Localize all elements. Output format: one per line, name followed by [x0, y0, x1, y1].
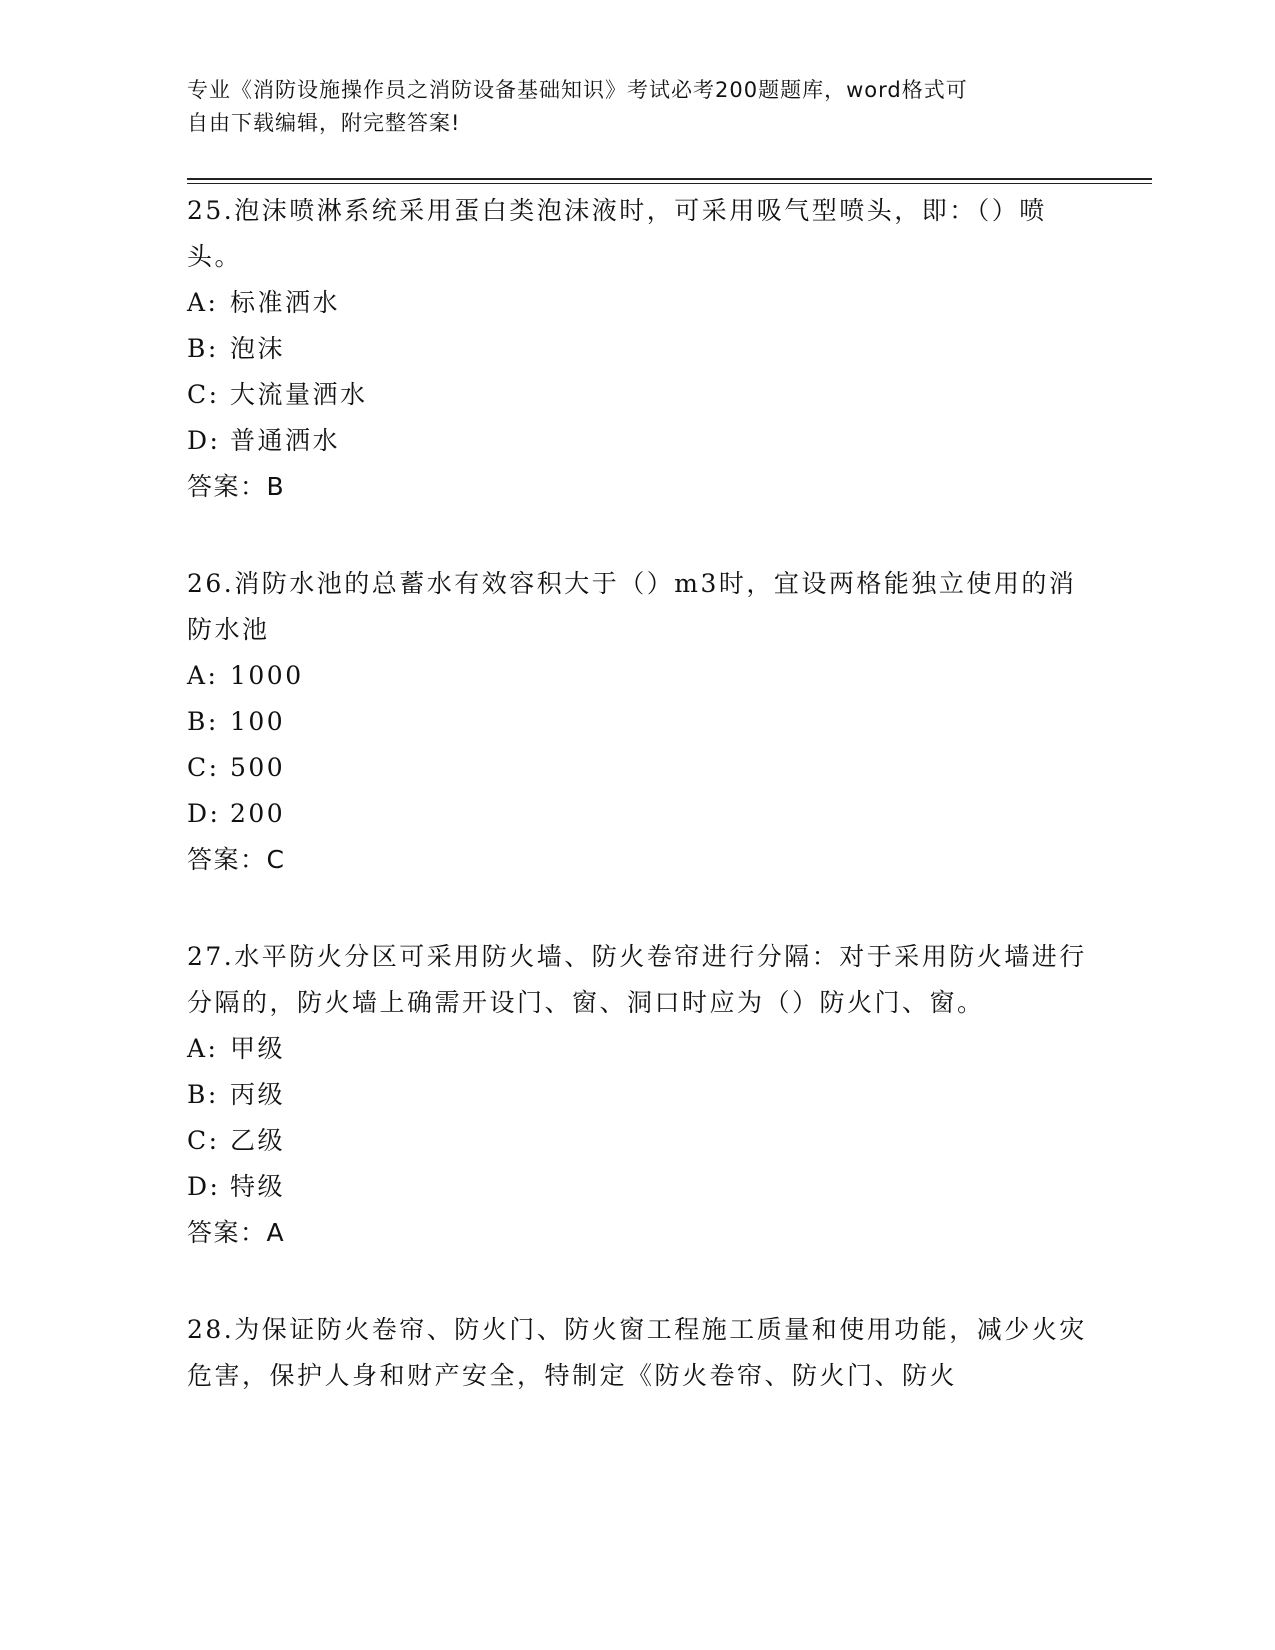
answer-line: 答案：C — [187, 845, 286, 874]
option-letter: D: — [187, 1172, 221, 1201]
option-text: 500 — [230, 753, 286, 782]
option-letter: C: — [187, 753, 220, 782]
question-stem: 27.水平防火分区可采用防火墙、防火卷帘进行分隔：对于采用防火墙进行分隔的，防火墙上确需开设门、窗、洞口时应为（）防火门、窗。 — [187, 942, 1087, 1017]
question-list — [187, 188, 1087, 1450]
question-28 — [187, 1307, 1087, 1399]
option-b — [187, 1072, 1087, 1118]
option-c — [187, 1118, 1087, 1164]
document-header — [187, 74, 1067, 140]
header-divider-thin — [187, 183, 1152, 184]
option-d — [187, 791, 1087, 837]
option-letter: A: — [187, 1034, 219, 1063]
answer-line: 答案：A — [187, 1218, 286, 1247]
option-letter: D: — [187, 426, 221, 455]
header-line-2: 自由下载编辑，附完整答案! — [187, 111, 461, 135]
header-line-1: 专业《消防设施操作员之消防设备基础知识》考试必考200题题库，word格式可 — [187, 78, 968, 102]
answer-line: 答案：B — [187, 472, 286, 501]
question-25 — [187, 188, 1087, 510]
question-stem: 25.泡沫喷淋系统采用蛋白类泡沫液时，可采用吸气型喷头，即：（）喷头。 — [187, 196, 1047, 271]
option-letter: B: — [187, 707, 219, 736]
option-a — [187, 280, 1087, 326]
option-letter: A: — [187, 288, 219, 317]
option-text: 200 — [230, 799, 286, 828]
option-d — [187, 1164, 1087, 1210]
option-text: 甲级 — [230, 1034, 286, 1063]
option-a — [187, 1026, 1087, 1072]
question-stem: 28.为保证防火卷帘、防火门、防火窗工程施工质量和使用功能，减少火灾危害，保护人身和财产安全，特制定《防火卷帘、防火门、防火 — [187, 1315, 1087, 1390]
question-27 — [187, 934, 1087, 1256]
option-letter: B: — [187, 1080, 219, 1109]
header-divider-thick — [187, 178, 1152, 180]
option-text: 乙级 — [230, 1126, 286, 1155]
option-letter: C: — [187, 1126, 220, 1155]
option-b — [187, 326, 1087, 372]
option-c — [187, 372, 1087, 418]
option-letter: D: — [187, 799, 221, 828]
option-letter: C: — [187, 380, 220, 409]
option-text: 泡沫 — [230, 334, 286, 363]
option-d — [187, 418, 1087, 464]
option-c — [187, 745, 1087, 791]
question-stem: 26.消防水池的总蓄水有效容积大于（）m3时，宜设两格能独立使用的消防水池 — [187, 569, 1077, 644]
option-text: 普通洒水 — [230, 426, 341, 455]
option-text: 100 — [230, 707, 286, 736]
option-letter: A: — [187, 661, 219, 690]
option-b — [187, 699, 1087, 745]
option-text: 标准洒水 — [230, 288, 341, 317]
option-text: 1000 — [230, 661, 304, 690]
option-letter: B: — [187, 334, 219, 363]
option-a — [187, 653, 1087, 699]
option-text: 大流量洒水 — [230, 380, 368, 409]
option-text: 特级 — [230, 1172, 286, 1201]
option-text: 丙级 — [230, 1080, 286, 1109]
question-26 — [187, 561, 1087, 883]
